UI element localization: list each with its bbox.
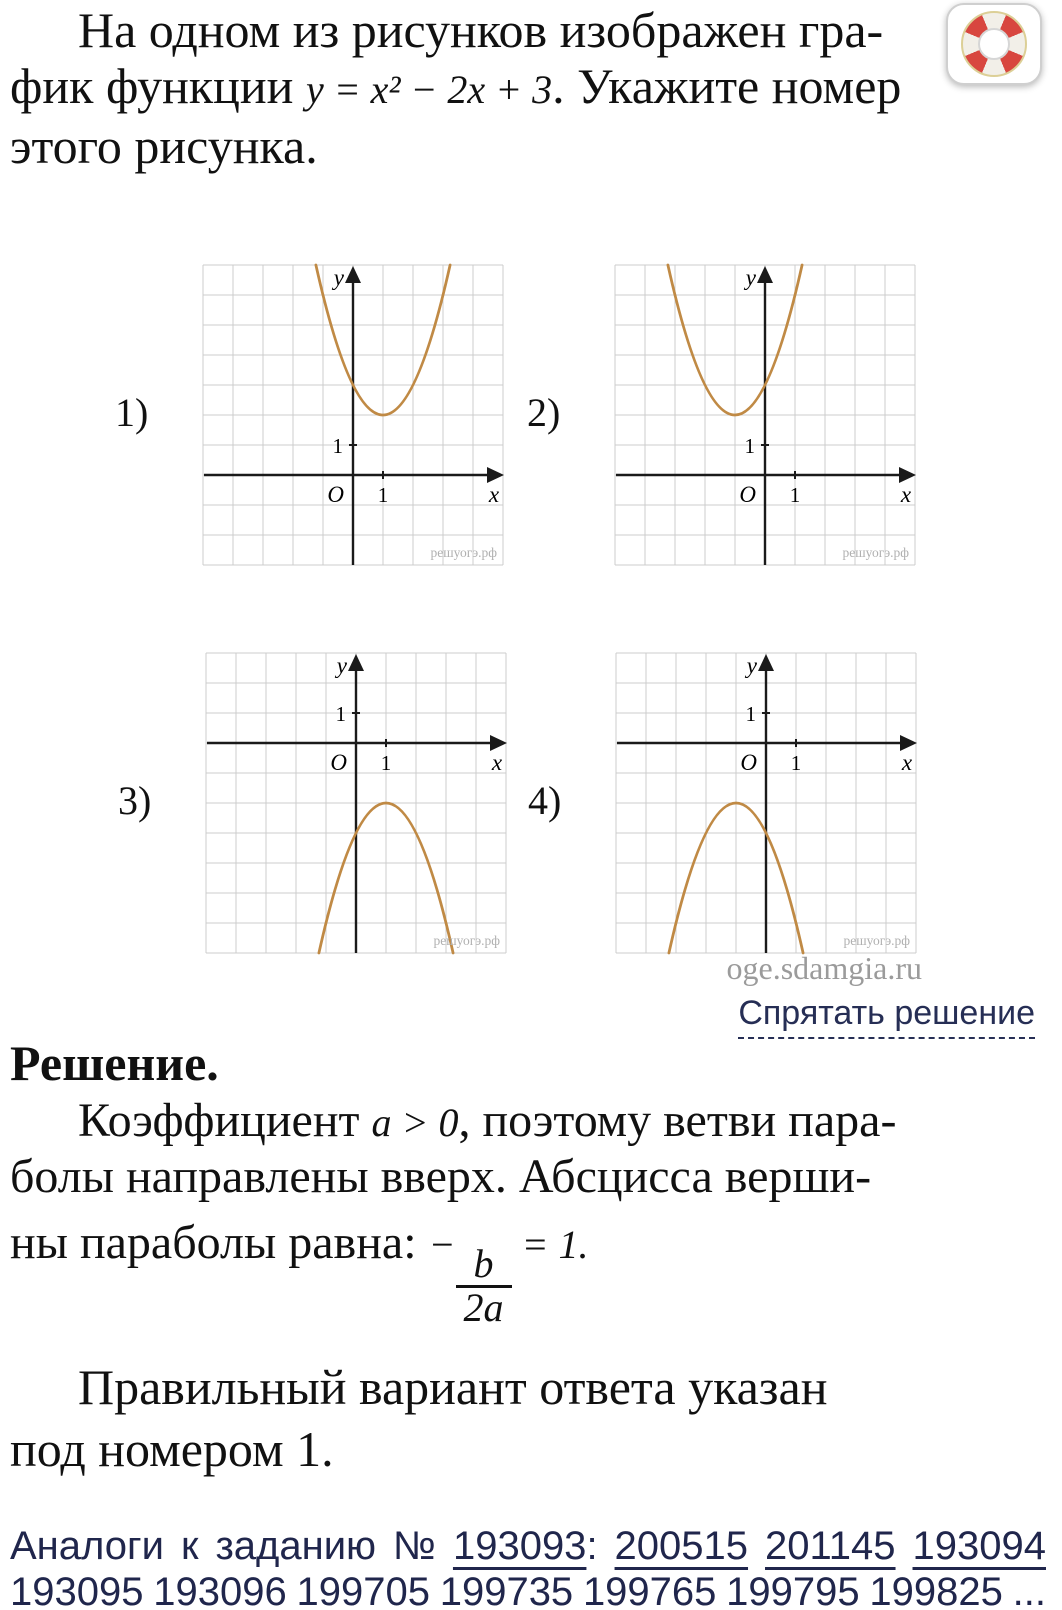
x-unit-label: 1 (789, 483, 801, 507)
graph-figure-4 (528, 653, 916, 953)
analog-label-word: № (393, 1524, 436, 1568)
answer-text: Правильный вариант ответа указан под номером 1. (10, 1359, 828, 1477)
x-unit-label: 1 (380, 751, 392, 775)
solution-line: ны параболы равна: − $\frac{b}{2a}$ = 1. (10, 1216, 589, 1330)
x-axis-label: x (901, 750, 913, 775)
origin-label: O (740, 750, 757, 775)
origin-label: O (739, 482, 756, 507)
analog-ellipsis: ... (1012, 1570, 1046, 1610)
analog-task-link[interactable]: 193094 (912, 1524, 1046, 1568)
analog-task-link[interactable]: 199705 (296, 1570, 430, 1610)
graph-number-label: 3) (118, 778, 152, 823)
hide-solution-link[interactable]: Спрятать решение (738, 996, 1035, 1039)
graph-plot (203, 265, 503, 565)
graph-figure-2 (527, 265, 915, 565)
y-axis-label: y (333, 265, 344, 290)
question-line: фик функции y = x² − 2x + 3. Укажите номер (10, 58, 902, 114)
graph-figure-3 (118, 653, 506, 953)
help-button[interactable] (946, 3, 1042, 85)
lifebuoy-icon (961, 11, 1027, 77)
x-axis-arrow (899, 467, 916, 483)
fraction-result: = 1. (511, 1222, 589, 1267)
vertex-fraction (456, 1241, 512, 1330)
x-axis-label: x (491, 750, 503, 775)
analog-parent-group: 193093: (452, 1524, 598, 1568)
origin-label: O (327, 482, 344, 507)
y-unit-label: 1 (332, 434, 343, 458)
question-line: этого рисунка. (10, 118, 318, 174)
x-axis-label: x (488, 482, 500, 507)
plot-watermark: решуогэ.рф (843, 933, 910, 948)
graph-plot (616, 653, 916, 953)
y-unit-label: 1 (335, 702, 346, 726)
analog-task-link[interactable]: 199825 (869, 1570, 1003, 1610)
plot-watermark: решуогэ.рф (842, 545, 909, 560)
x-axis-arrow (900, 735, 917, 751)
graph-figure-1 (115, 265, 503, 565)
graph-number-label: 4) (528, 778, 562, 823)
solution-text (10, 1094, 1056, 1329)
analog-label-word: заданию (215, 1524, 377, 1568)
question-line: На одном из рисунков изображен гра- (78, 2, 884, 58)
site-watermark: oge.sdamgia.ru (726, 950, 922, 986)
analog-task-link[interactable]: 199735 (439, 1570, 574, 1610)
origin-label: O (330, 750, 347, 775)
analog-task-link[interactable]: 199765 (582, 1570, 717, 1610)
plot-watermark: решуогэ.рф (433, 933, 500, 948)
plot-watermark: решуогэ.рф (430, 545, 497, 560)
graph-number-label: 1) (115, 390, 149, 435)
y-unit-label: 1 (744, 434, 755, 458)
y-axis-label: y (745, 265, 756, 290)
analog-tasks-line-1 (10, 1524, 1046, 1569)
analog-task-link[interactable]: 193093 (452, 1524, 587, 1568)
solution-line: болы направлены вверх. Абсцисса верши- (10, 1150, 872, 1203)
x-axis-arrow (490, 735, 507, 751)
coefficient-condition: a > 0 (371, 1100, 459, 1145)
x-axis-label: x (900, 482, 912, 507)
y-axis-label: y (336, 653, 347, 678)
y-axis-arrow (757, 266, 773, 283)
x-unit-label: 1 (790, 751, 802, 775)
analog-task-link[interactable]: 199795 (726, 1570, 860, 1610)
analog-tasks-line-2 (10, 1570, 1046, 1610)
function-formula: y = x² − 2x + 3 (305, 67, 553, 112)
analog-label-word: Аналоги (10, 1524, 164, 1568)
x-unit-label: 1 (377, 483, 389, 507)
fraction-numerator: b (473, 1241, 494, 1287)
analog-task-link[interactable]: 200515 (614, 1524, 749, 1568)
solution-heading: Решение. (10, 1035, 219, 1091)
y-axis-arrow (758, 654, 774, 671)
y-unit-label: 1 (745, 702, 756, 726)
analog-label-word: к (180, 1524, 199, 1568)
graph-plot (206, 653, 506, 953)
y-axis-arrow (348, 654, 364, 671)
x-axis-arrow (487, 467, 504, 483)
analog-task-link[interactable]: 193095 (10, 1570, 144, 1610)
graph-plot (615, 265, 915, 565)
graph-number-label: 2) (527, 390, 561, 435)
analog-task-link[interactable]: 193096 (153, 1570, 287, 1610)
y-axis-label: y (746, 653, 757, 678)
y-axis-arrow (345, 266, 361, 283)
fraction-denominator: 2a (456, 1285, 512, 1329)
minus-sign: − (428, 1222, 456, 1267)
solution-line: Коэффициент a > 0, поэтому ветви пара- (78, 1094, 897, 1147)
analog-task-link[interactable]: 201145 (765, 1524, 896, 1568)
question-text (10, 2, 1056, 174)
